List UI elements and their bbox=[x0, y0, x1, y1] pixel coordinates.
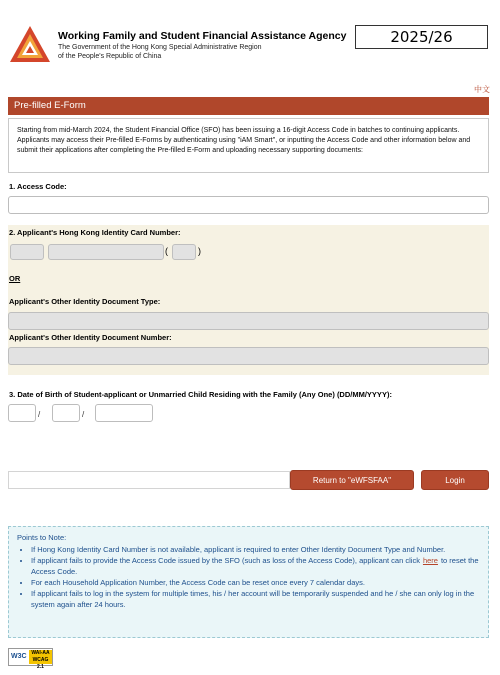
hkid-paren-open: ( bbox=[165, 246, 168, 256]
agency-subtitle: The Government of the Hong Kong Special Administrative Region bbox=[58, 44, 262, 51]
hkid-prefix-input[interactable] bbox=[10, 244, 44, 260]
agency-logo-icon bbox=[8, 24, 52, 64]
wcag-level-label bbox=[29, 650, 52, 670]
reset-access-code-link[interactable]: here bbox=[422, 556, 438, 565]
access-code-input[interactable] bbox=[8, 196, 489, 214]
w3c-logo: W3C bbox=[11, 653, 27, 660]
other-doc-number-input[interactable] bbox=[8, 347, 489, 365]
hkid-number-input[interactable] bbox=[48, 244, 164, 260]
wcag-badge[interactable] bbox=[8, 648, 53, 670]
form-title: Pre-filled E-Form bbox=[8, 97, 489, 115]
intro-text: Starting from mid-March 2024, the Student Financial Office (SFO) has been issuing a 16-digit Access Code in batches to continuing applicants. Applicants may access their Pre-filled E-Forms by authenticating using "iAM Smart", or inputting the Access Code and other information below and submit their applications after completing the Pre-filled E-Form and uploading necessary supporting documents: bbox=[8, 118, 489, 173]
dob-year-input[interactable] bbox=[95, 404, 153, 422]
hkid-label: 2. Applicant's Hong Kong Identity Card Number: bbox=[9, 228, 181, 237]
note-item: • For each Household Application Number, the Access Code can be reset once every 7 calendar days. bbox=[31, 577, 480, 588]
other-doc-type-select[interactable] bbox=[8, 312, 489, 330]
hkid-paren-close: ) bbox=[198, 246, 201, 256]
or-separator: OR bbox=[9, 274, 21, 283]
access-code-label: 1. Access Code: bbox=[9, 182, 67, 191]
button-row-divider bbox=[8, 471, 290, 489]
note-item: • If Hong Kong Identity Card Number is not available, applicant is required to enter Other Identity Document Type and Number. bbox=[31, 544, 480, 555]
notes-panel bbox=[8, 526, 489, 638]
language-toggle-link[interactable]: 中文 bbox=[474, 85, 490, 94]
note-text: If applicant fails to provide the Access Code issued by the SFO (such as loss of the Access Code), applicant can click bbox=[31, 556, 420, 565]
return-button[interactable]: Return to "eWFSFAA" bbox=[290, 470, 414, 490]
dob-separator: / bbox=[82, 410, 85, 419]
note-item bbox=[31, 555, 480, 577]
agency-subtitle-2: of the People's Republic of China bbox=[58, 53, 162, 60]
wcag-line-1: WAI-AA bbox=[31, 650, 50, 656]
dob-day-input[interactable] bbox=[8, 404, 36, 422]
note-item: • If applicant fails to log in the system for multiple times, his / her account will be temporarily suspended and he / she can only log in the system again after 24 hours. bbox=[31, 588, 480, 610]
note-text: to reset the Access Code. bbox=[31, 556, 479, 576]
notes-title: Points to Note: bbox=[17, 533, 67, 542]
hkid-check-digit-input[interactable] bbox=[172, 244, 196, 260]
dob-label: 3. Date of Birth of Student-applicant or Unmarried Child Residing with the Family (Any One) (DD/MM/YYYY): bbox=[9, 390, 392, 399]
wcag-line-2: WCAG 2.1 bbox=[32, 657, 49, 670]
dob-separator: / bbox=[38, 410, 41, 419]
login-button[interactable]: Login bbox=[421, 470, 489, 490]
dob-month-input[interactable] bbox=[52, 404, 80, 422]
notes-list bbox=[17, 544, 480, 610]
year-badge: 2025/26 bbox=[355, 25, 488, 49]
other-doc-number-label: Applicant's Other Identity Document Number: bbox=[9, 333, 172, 342]
agency-title: Working Family and Student Financial Assistance Agency bbox=[58, 30, 347, 42]
other-doc-type-label: Applicant's Other Identity Document Type: bbox=[9, 297, 161, 306]
